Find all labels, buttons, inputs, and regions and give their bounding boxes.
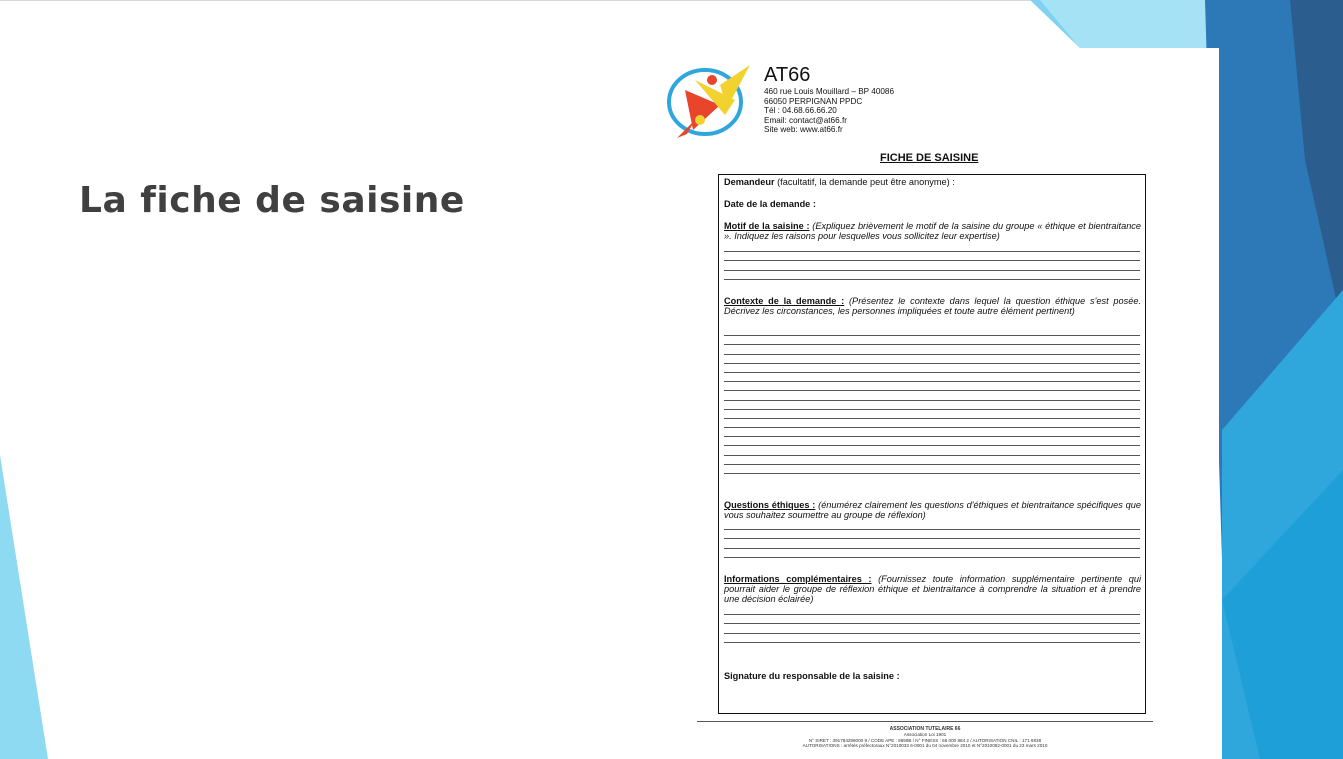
infos-label: Informations complémentaires : (724, 574, 872, 584)
section-questions (724, 500, 1141, 520)
date-label: Date de la demande : (724, 199, 816, 209)
org-website: Site web: www.at66.fr (764, 125, 843, 135)
section-signature (724, 671, 1141, 681)
footer-rule (697, 721, 1153, 722)
section-motif (724, 221, 1141, 241)
infos-text: (Fournissez toute information supplémentaire pertinente qui pourrait aider le groupe de réflexion éthique et bientraitance à comprendre la situation et à prendre une décision éclairée) (724, 574, 1141, 605)
contexte-label: Contexte de la demande : (724, 296, 845, 306)
slide-title: La fiche de saisine (79, 180, 465, 221)
left-blue-shape (0, 455, 48, 759)
footer-line-1: Association Loi 1901 (903, 732, 947, 738)
footer-title: ASSOCIATION TUTELAIRE 66 (889, 726, 961, 732)
org-address-1: 460 rue Louis Mouillard – BP 40086 (764, 87, 895, 96)
demandeur-note: (facultatif, la demande peut être anonyme) : (774, 177, 955, 187)
document-footer (697, 727, 1153, 749)
section-contexte (724, 296, 1141, 316)
at66-logo-icon (665, 60, 755, 144)
org-email: Email: contact@at66.fr (764, 115, 847, 125)
contexte-text: (Présentez le contexte dans lequel la question éthique s'est posée. Décrivez les circonstances, les personnes impliquées et toute autre élément pertinent) (724, 296, 1142, 317)
section-demandeur (724, 177, 1141, 187)
motif-text: (Expliquez brièvement le motif de la saisine du groupe « éthique et bientraitance ». Indiquez les raisons pour lesquelles vous sollicitez leur expertise) (724, 221, 1142, 242)
org-phone: Tél : 04.68.66.66.20 (764, 106, 837, 116)
infos-lines (724, 606, 1140, 643)
footer-line-3: AUTORISATIONS : arrêtés préfectoraux N°2010033 6-0001 du 04 novembre 2010 et N°2010082-0001 du 23 mars 2010 (802, 743, 1048, 749)
footer-line-2: N° SIRET : 391784296000 8 / CODE APE : 8899B / N° FINESS : 66 000 884 2 / AUTORISATION CNIL : 171 6838 (808, 737, 1042, 743)
demandeur-label: Demandeur (724, 177, 775, 187)
section-date (724, 199, 1141, 209)
questions-text: (énumérez clairement les questions d'éthiques et bientraitance spécifiques que vous souhaitez soumettre au groupe de réflexion) (724, 500, 1141, 521)
contexte-lines (724, 327, 1140, 474)
section-infos (724, 574, 1141, 605)
motif-lines (724, 243, 1140, 280)
form-document-image (655, 48, 1219, 759)
organization-header (764, 63, 894, 135)
form-box (718, 174, 1146, 714)
right-pale-shape (1040, 0, 1222, 48)
org-address-2: 66050 PERPIGNAN PPDC (764, 96, 863, 106)
org-name: AT66 (764, 64, 811, 86)
motif-label: Motif de la saisine : (724, 221, 810, 231)
questions-lines (724, 521, 1140, 558)
signature-label: Signature du responsable de la saisine : (724, 671, 900, 681)
questions-label: Questions éthiques : (724, 500, 816, 510)
form-title: FICHE DE SAISINE (880, 152, 979, 164)
